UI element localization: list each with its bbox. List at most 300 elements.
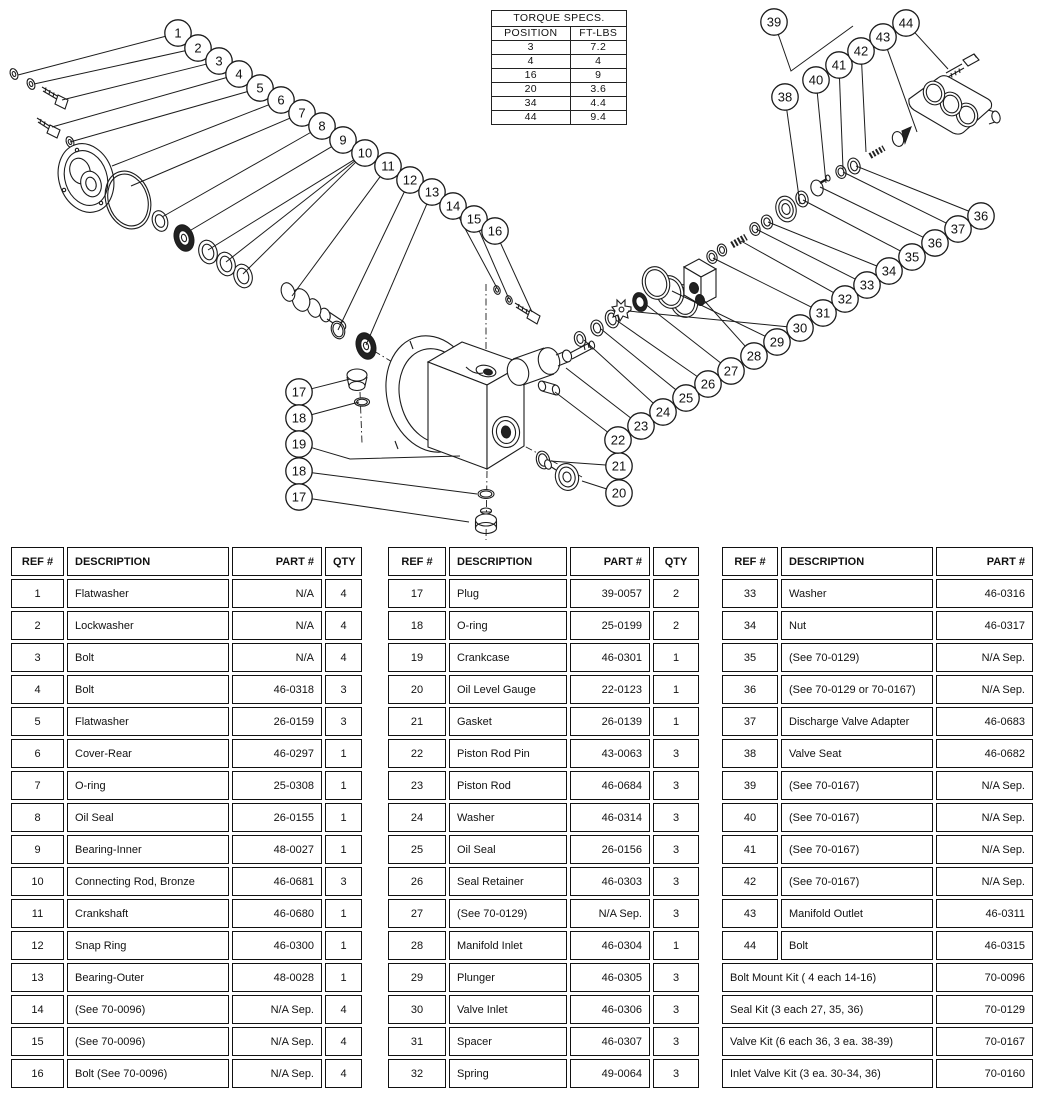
part-cell: 46-0314 bbox=[570, 803, 650, 832]
description-cell: (See 70-0129 or 70-0167) bbox=[781, 675, 933, 704]
description-cell: (See 70-0167) bbox=[781, 867, 933, 896]
part-cell: 46-0305 bbox=[570, 963, 650, 992]
qty-cell: 1 bbox=[325, 931, 362, 960]
qty-cell: 4 bbox=[325, 995, 362, 1024]
part-cell: 26-0139 bbox=[570, 707, 650, 736]
description-cell: Connecting Rod, Bronze bbox=[67, 867, 229, 896]
kit-row bbox=[722, 995, 1033, 1024]
leader-line bbox=[820, 187, 923, 237]
description-cell: Bearing-Outer bbox=[67, 963, 229, 992]
parts-table-3 bbox=[719, 544, 1036, 1091]
part-cell: 46-0680 bbox=[232, 899, 322, 928]
leader-line bbox=[768, 222, 877, 266]
qty-cell: 3 bbox=[653, 835, 699, 864]
table-row bbox=[11, 995, 362, 1024]
callout-number: 27 bbox=[723, 363, 739, 379]
leader-line bbox=[226, 161, 355, 262]
ref-cell: 8 bbox=[11, 803, 64, 832]
description-cell: Lockwasher bbox=[67, 611, 229, 640]
table-row bbox=[11, 643, 362, 672]
callout-number: 26 bbox=[700, 376, 716, 392]
column-header: PART # bbox=[570, 547, 650, 576]
table-row bbox=[722, 707, 1033, 736]
part-cell: 26-0159 bbox=[232, 707, 322, 736]
qty-cell: 3 bbox=[653, 771, 699, 800]
leader-line bbox=[584, 340, 653, 403]
table-row bbox=[388, 803, 699, 832]
leader-line bbox=[162, 133, 311, 218]
description-cell: Flatwasher bbox=[67, 579, 229, 608]
description-cell: (See 70-0167) bbox=[781, 803, 933, 832]
callout-number: 5 bbox=[256, 80, 264, 96]
callout-number: 35 bbox=[904, 249, 920, 265]
part-cell: 46-0683 bbox=[936, 707, 1033, 736]
leader-line bbox=[856, 166, 969, 211]
ref-cell: 20 bbox=[388, 675, 446, 704]
torque-cell: 3 bbox=[492, 41, 571, 55]
leader-line bbox=[52, 78, 226, 127]
ref-cell: 3 bbox=[11, 643, 64, 672]
part-cell: 46-0306 bbox=[570, 995, 650, 1024]
callout-number: 6 bbox=[277, 92, 285, 108]
table-row bbox=[11, 579, 362, 608]
part-cell: 46-0311 bbox=[936, 899, 1033, 928]
ref-cell: 34 bbox=[722, 611, 778, 640]
leader-line bbox=[501, 243, 533, 312]
part-cell: N/A Sep. bbox=[936, 643, 1033, 672]
leader-line bbox=[582, 481, 606, 489]
callout-number: 25 bbox=[678, 390, 694, 406]
callout-number: 20 bbox=[611, 485, 627, 501]
ref-cell: 9 bbox=[11, 835, 64, 864]
ref-cell: 27 bbox=[388, 899, 446, 928]
callout-number: 24 bbox=[655, 404, 671, 420]
part-cell: 46-0301 bbox=[570, 643, 650, 672]
callout-number: 17 bbox=[291, 384, 307, 400]
table-row bbox=[388, 867, 699, 896]
part-cell: 26-0155 bbox=[232, 803, 322, 832]
kit-description-cell: Seal Kit (3 each 27, 35, 36) bbox=[722, 995, 933, 1024]
qty-cell: 1 bbox=[325, 771, 362, 800]
part-cell: N/A Sep. bbox=[232, 995, 322, 1024]
description-cell: (See 70-0096) bbox=[67, 1027, 229, 1056]
part-cell: 46-0307 bbox=[570, 1027, 650, 1056]
table-row bbox=[722, 867, 1033, 896]
callout-number: 38 bbox=[777, 89, 793, 105]
table-row bbox=[388, 771, 699, 800]
qty-cell: 4 bbox=[325, 1059, 362, 1088]
leader-line bbox=[292, 177, 380, 296]
callout-number: 30 bbox=[792, 320, 808, 336]
leader-line bbox=[817, 93, 826, 183]
qty-cell: 1 bbox=[653, 707, 699, 736]
table-row bbox=[11, 835, 362, 864]
qty-cell: 1 bbox=[325, 899, 362, 928]
table-row bbox=[388, 931, 699, 960]
column-header: DESCRIPTION bbox=[449, 547, 567, 576]
callout-number: 3 bbox=[215, 53, 223, 69]
ref-cell: 25 bbox=[388, 835, 446, 864]
description-cell: Piston Rod Pin bbox=[449, 739, 567, 768]
bearing-inner-drawing bbox=[171, 222, 197, 254]
table-row bbox=[388, 643, 699, 672]
leader-line bbox=[803, 200, 900, 251]
leader-line bbox=[18, 36, 165, 75]
mount-bolt-44-drawing bbox=[946, 54, 979, 78]
table-row bbox=[11, 611, 362, 640]
mount-bolt-set-drawing bbox=[493, 285, 540, 324]
ref-cell: 23 bbox=[388, 771, 446, 800]
leader-line bbox=[186, 147, 332, 233]
table-row bbox=[388, 963, 699, 992]
qty-cell: 3 bbox=[653, 867, 699, 896]
torque-cell: 4 bbox=[492, 55, 571, 69]
parts-table-2 bbox=[385, 544, 702, 1091]
leader-line bbox=[70, 92, 247, 142]
part-cell: N/A bbox=[232, 579, 322, 608]
table-row bbox=[722, 579, 1033, 608]
description-cell: Washer bbox=[449, 803, 567, 832]
table-row bbox=[11, 771, 362, 800]
qty-cell: 1 bbox=[325, 963, 362, 992]
table-row bbox=[388, 675, 699, 704]
callout-number: 44 bbox=[898, 15, 914, 31]
qty-cell: 3 bbox=[653, 995, 699, 1024]
column-header: DESCRIPTION bbox=[67, 547, 229, 576]
ref-cell: 43 bbox=[722, 899, 778, 928]
description-cell: Snap Ring bbox=[67, 931, 229, 960]
part-cell: N/A Sep. bbox=[232, 1027, 322, 1056]
table-row bbox=[722, 803, 1033, 832]
leader-line bbox=[312, 499, 469, 522]
ref-cell: 33 bbox=[722, 579, 778, 608]
callout-number: 15 bbox=[466, 211, 482, 227]
leader-line bbox=[741, 241, 834, 293]
callout-number: 23 bbox=[633, 418, 649, 434]
torque-specs-table bbox=[491, 10, 627, 125]
kit-row bbox=[722, 1027, 1033, 1056]
leader-line bbox=[550, 461, 606, 465]
table-header-row bbox=[388, 547, 699, 576]
qty-cell: 3 bbox=[325, 707, 362, 736]
callout-number: 7 bbox=[298, 105, 306, 121]
torque-row bbox=[492, 83, 627, 97]
leader-line bbox=[887, 49, 917, 132]
description-cell: (See 70-0096) bbox=[67, 995, 229, 1024]
callout-number: 18 bbox=[291, 410, 307, 426]
ref-cell: 24 bbox=[388, 803, 446, 832]
leader-line bbox=[112, 105, 269, 166]
qty-cell: 3 bbox=[653, 899, 699, 928]
callout-number: 36 bbox=[973, 208, 989, 224]
column-header: REF # bbox=[11, 547, 64, 576]
part-cell: 46-0297 bbox=[232, 739, 322, 768]
callout-number: 2 bbox=[194, 40, 202, 56]
description-cell: Valve Inlet bbox=[449, 995, 567, 1024]
description-cell: Seal Retainer bbox=[449, 867, 567, 896]
callout-number: 14 bbox=[445, 198, 461, 214]
table-row bbox=[388, 899, 699, 928]
leader-line bbox=[131, 118, 290, 186]
qty-cell: 3 bbox=[653, 1059, 699, 1088]
table-row bbox=[388, 707, 699, 736]
column-header: REF # bbox=[388, 547, 446, 576]
leader-line bbox=[312, 473, 477, 494]
table-row bbox=[388, 995, 699, 1024]
qty-cell: 1 bbox=[325, 835, 362, 864]
part-cell: 46-0304 bbox=[570, 931, 650, 960]
torque-cell: 9.4 bbox=[570, 111, 626, 125]
part-cell: 46-0315 bbox=[936, 931, 1033, 960]
description-cell: Crankcase bbox=[449, 643, 567, 672]
ref-cell: 37 bbox=[722, 707, 778, 736]
qty-cell: 3 bbox=[325, 867, 362, 896]
callout-number: 12 bbox=[402, 172, 418, 188]
description-cell: Bolt bbox=[67, 643, 229, 672]
description-cell: Plunger bbox=[449, 963, 567, 992]
ref-cell: 16 bbox=[11, 1059, 64, 1088]
ref-cell: 19 bbox=[388, 643, 446, 672]
part-cell: 46-0318 bbox=[232, 675, 322, 704]
qty-cell: 3 bbox=[653, 963, 699, 992]
callout-number: 10 bbox=[357, 145, 373, 161]
leader-line bbox=[843, 172, 946, 223]
table-row bbox=[11, 867, 362, 896]
table-row bbox=[11, 1027, 362, 1056]
description-cell: Valve Seat bbox=[781, 739, 933, 768]
kit-row bbox=[722, 963, 1033, 992]
description-cell: Spacer bbox=[449, 1027, 567, 1056]
part-cell: N/A Sep. bbox=[232, 1059, 322, 1088]
part-cell: N/A bbox=[232, 643, 322, 672]
ref-cell: 4 bbox=[11, 675, 64, 704]
qty-cell: 3 bbox=[653, 803, 699, 832]
leader-line bbox=[915, 33, 948, 69]
description-cell: (See 70-0129) bbox=[449, 899, 567, 928]
callout-number: 17 bbox=[291, 489, 307, 505]
table-header-row bbox=[11, 547, 362, 576]
part-cell: 46-0300 bbox=[232, 931, 322, 960]
part-cell: 26-0156 bbox=[570, 835, 650, 864]
ref-cell: 28 bbox=[388, 931, 446, 960]
oil-seal-drawing bbox=[150, 209, 171, 234]
description-cell: O-ring bbox=[449, 611, 567, 640]
kit-part-cell: 70-0160 bbox=[936, 1059, 1033, 1088]
description-cell: Washer bbox=[781, 579, 933, 608]
leader-line bbox=[840, 78, 844, 169]
table-row bbox=[11, 963, 362, 992]
ref-cell: 17 bbox=[388, 579, 446, 608]
torque-header-0: POSITION bbox=[492, 27, 571, 41]
description-cell: Oil Level Gauge bbox=[449, 675, 567, 704]
callout-number: 9 bbox=[339, 132, 347, 148]
gasket-and-oil-gauge-drawing bbox=[534, 450, 581, 493]
kit-description-cell: Inlet Valve Kit (3 ea. 30-34, 36) bbox=[722, 1059, 933, 1088]
ref-cell: 7 bbox=[11, 771, 64, 800]
description-cell: (See 70-0167) bbox=[781, 835, 933, 864]
table-row bbox=[722, 899, 1033, 928]
torque-cell: 44 bbox=[492, 111, 571, 125]
bolt-washer-set-second bbox=[37, 118, 75, 149]
leader-line bbox=[312, 379, 350, 389]
table-row bbox=[722, 739, 1033, 768]
ref-cell: 32 bbox=[388, 1059, 446, 1088]
leader-line bbox=[566, 368, 631, 418]
kit-part-cell: 70-0167 bbox=[936, 1027, 1033, 1056]
callout-number: 18 bbox=[291, 463, 307, 479]
description-cell: Bolt bbox=[781, 931, 933, 960]
kit-description-cell: Valve Kit (6 each 36, 3 ea. 38-39) bbox=[722, 1027, 933, 1056]
qty-cell: 1 bbox=[653, 643, 699, 672]
description-cell: Bearing-Inner bbox=[67, 835, 229, 864]
part-cell: N/A Sep. bbox=[936, 867, 1033, 896]
callout-number: 42 bbox=[853, 43, 869, 59]
qty-cell: 1 bbox=[653, 675, 699, 704]
ref-cell: 6 bbox=[11, 739, 64, 768]
ref-cell: 29 bbox=[388, 963, 446, 992]
torque-header-1: FT-LBS bbox=[570, 27, 626, 41]
description-cell: Piston Rod bbox=[449, 771, 567, 800]
bearing-outer-drawing bbox=[353, 330, 379, 362]
ref-cell: 18 bbox=[388, 611, 446, 640]
table-row bbox=[388, 1027, 699, 1056]
callout-number: 32 bbox=[837, 291, 853, 307]
qty-cell: 4 bbox=[325, 1027, 362, 1056]
callout-number: 16 bbox=[487, 223, 503, 239]
description-cell: Plug bbox=[449, 579, 567, 608]
callout-number: 34 bbox=[881, 263, 897, 279]
part-cell: 46-0684 bbox=[570, 771, 650, 800]
manifold-outlet-drawing bbox=[909, 76, 1002, 134]
ref-cell: 31 bbox=[388, 1027, 446, 1056]
description-cell: O-ring bbox=[67, 771, 229, 800]
torque-cell: 3.6 bbox=[570, 83, 626, 97]
part-cell: N/A Sep. bbox=[936, 675, 1033, 704]
qty-cell: 3 bbox=[325, 675, 362, 704]
table-row bbox=[722, 931, 1033, 960]
callout-number: 28 bbox=[746, 348, 762, 364]
part-cell: 46-0316 bbox=[936, 579, 1033, 608]
qty-cell: 1 bbox=[325, 739, 362, 768]
column-header: REF # bbox=[722, 547, 778, 576]
part-cell: 49-0064 bbox=[570, 1059, 650, 1088]
table-row bbox=[11, 803, 362, 832]
part-cell: 22-0123 bbox=[570, 675, 650, 704]
callout-number: 41 bbox=[831, 57, 847, 73]
ref-cell: 42 bbox=[722, 867, 778, 896]
torque-row bbox=[492, 41, 627, 55]
parts-table-1 bbox=[8, 544, 365, 1091]
ref-cell: 2 bbox=[11, 611, 64, 640]
leader-line bbox=[34, 51, 185, 84]
part-cell: 46-0682 bbox=[936, 739, 1033, 768]
ref-cell: 10 bbox=[11, 867, 64, 896]
description-cell: (See 70-0167) bbox=[781, 771, 933, 800]
torque-row bbox=[492, 55, 627, 69]
description-cell: Oil Seal bbox=[67, 803, 229, 832]
part-cell: N/A Sep. bbox=[936, 803, 1033, 832]
kit-description-cell: Bolt Mount Kit ( 4 each 14-16) bbox=[722, 963, 933, 992]
ref-cell: 35 bbox=[722, 643, 778, 672]
ref-cell: 1 bbox=[11, 579, 64, 608]
callout-number: 40 bbox=[808, 72, 824, 88]
table-row bbox=[388, 611, 699, 640]
description-cell: Oil Seal bbox=[449, 835, 567, 864]
table-row bbox=[722, 611, 1033, 640]
torque-cell: 4.4 bbox=[570, 97, 626, 111]
callout-number: 33 bbox=[859, 277, 875, 293]
callout-number: 43 bbox=[875, 29, 891, 45]
torque-cell: 4 bbox=[570, 55, 626, 69]
callout-number: 22 bbox=[610, 432, 626, 448]
qty-cell: 4 bbox=[325, 643, 362, 672]
table-row bbox=[722, 835, 1033, 864]
torque-row bbox=[492, 69, 627, 83]
table-row bbox=[388, 579, 699, 608]
kit-part-cell: 70-0096 bbox=[936, 963, 1033, 992]
leader-line bbox=[616, 320, 697, 377]
table-row bbox=[11, 707, 362, 736]
leader-line bbox=[787, 110, 800, 204]
leader-line bbox=[312, 402, 359, 415]
table-row bbox=[722, 643, 1033, 672]
leader-line bbox=[601, 329, 676, 390]
leader-line bbox=[555, 392, 608, 432]
table-row bbox=[388, 835, 699, 864]
ref-cell: 22 bbox=[388, 739, 446, 768]
callout-number: 1 bbox=[174, 25, 182, 41]
description-cell: Manifold Outlet bbox=[781, 899, 933, 928]
description-cell: Bolt bbox=[67, 675, 229, 704]
description-cell: Discharge Valve Adapter bbox=[781, 707, 933, 736]
leader-line bbox=[713, 258, 811, 307]
ref-cell: 26 bbox=[388, 867, 446, 896]
part-cell: 25-0199 bbox=[570, 611, 650, 640]
leader-line bbox=[756, 229, 855, 279]
table-row bbox=[11, 931, 362, 960]
ref-cell: 13 bbox=[11, 963, 64, 992]
description-cell: Nut bbox=[781, 611, 933, 640]
ref-cell: 5 bbox=[11, 707, 64, 736]
part-cell: N/A Sep. bbox=[936, 835, 1033, 864]
callout-number: 36 bbox=[927, 235, 943, 251]
leader-line bbox=[862, 64, 866, 152]
kit-row bbox=[722, 1059, 1033, 1088]
ref-cell: 44 bbox=[722, 931, 778, 960]
column-header: DESCRIPTION bbox=[781, 547, 933, 576]
column-header: QTY bbox=[325, 547, 362, 576]
description-cell: Crankshaft bbox=[67, 899, 229, 928]
part-cell: 25-0308 bbox=[232, 771, 322, 800]
part-cell: N/A bbox=[232, 611, 322, 640]
table-row bbox=[11, 675, 362, 704]
leader-line bbox=[338, 192, 404, 330]
ref-cell: 15 bbox=[11, 1027, 64, 1056]
kit-part-cell: 70-0129 bbox=[936, 995, 1033, 1024]
qty-cell: 3 bbox=[653, 1027, 699, 1056]
qty-cell: 2 bbox=[653, 579, 699, 608]
ref-cell: 41 bbox=[722, 835, 778, 864]
part-cell: 46-0303 bbox=[570, 867, 650, 896]
ref-cell: 11 bbox=[11, 899, 64, 928]
callout-number: 31 bbox=[815, 305, 831, 321]
column-header: QTY bbox=[653, 547, 699, 576]
callout-number: 19 bbox=[291, 436, 307, 452]
ref-cell: 12 bbox=[11, 931, 64, 960]
qty-cell: 2 bbox=[653, 611, 699, 640]
ref-cell: 38 bbox=[722, 739, 778, 768]
part-cell: 46-0681 bbox=[232, 867, 322, 896]
